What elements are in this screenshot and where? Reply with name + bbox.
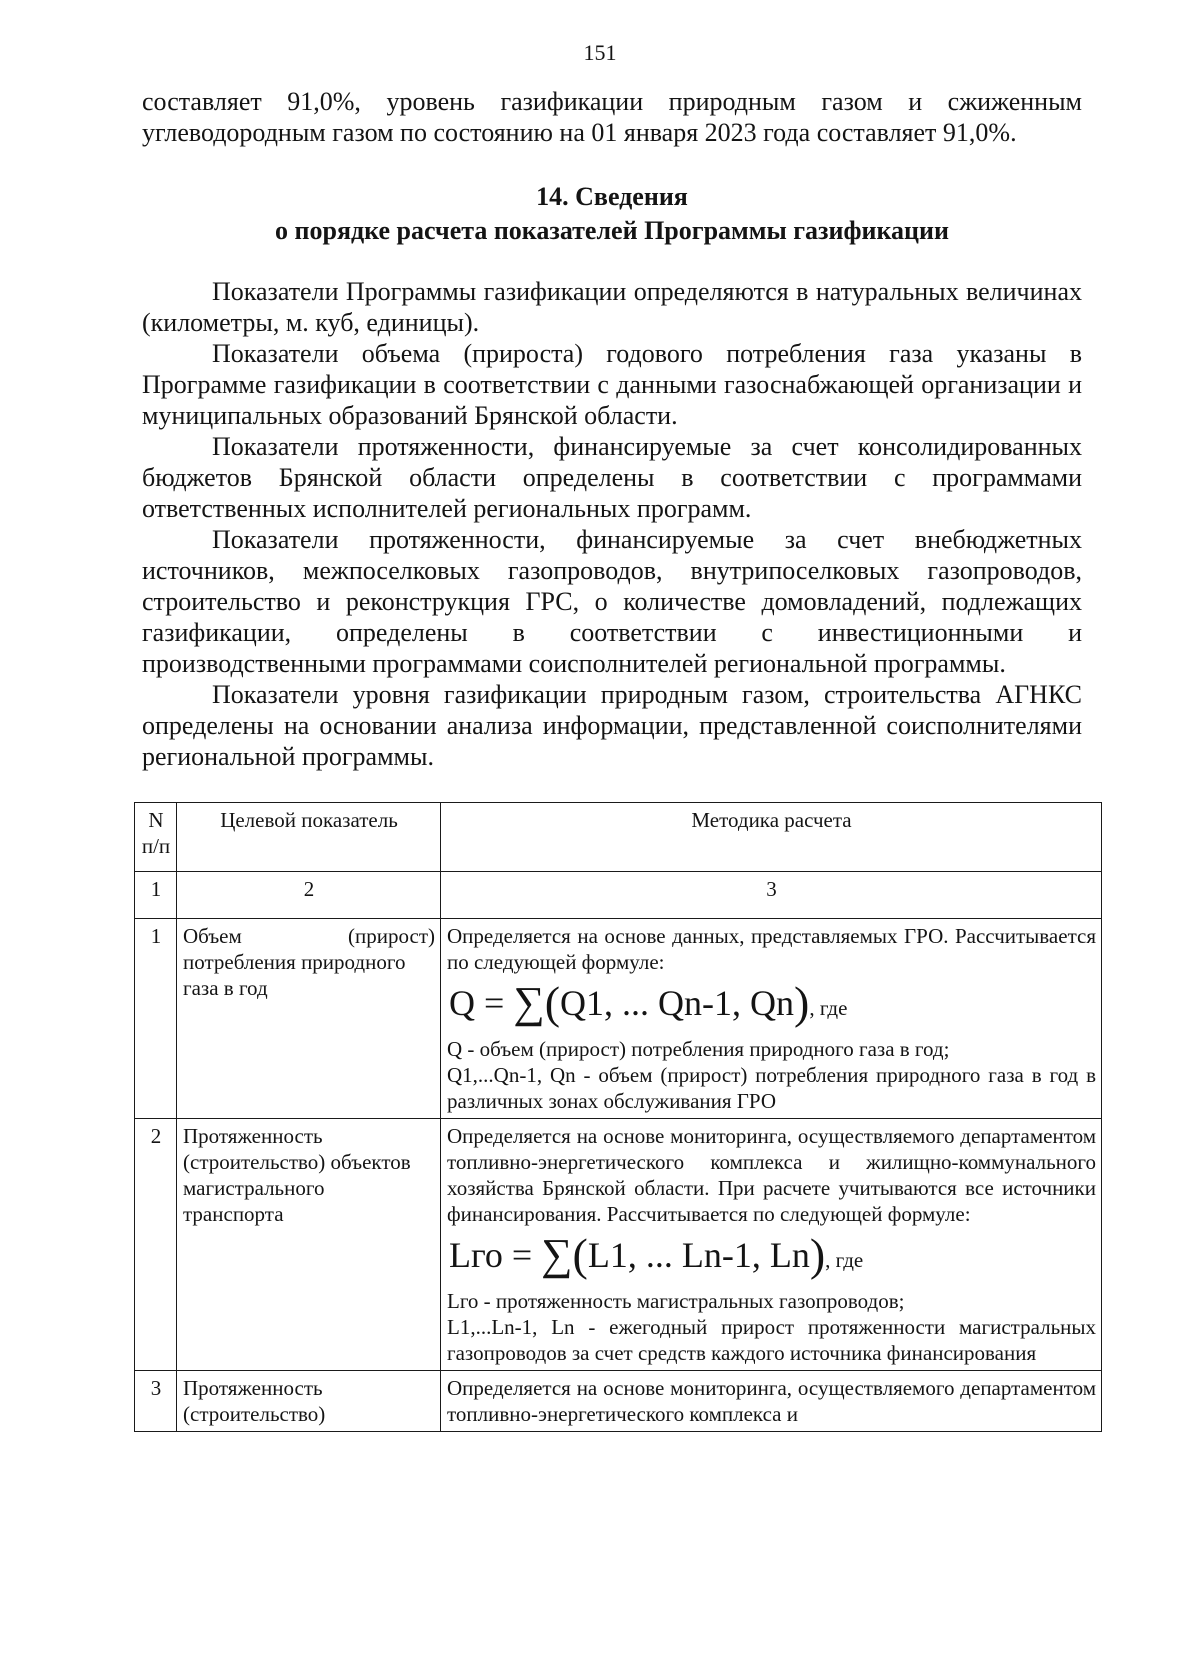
formula-description: Q - объем (прирост) потребления природного газа в год; bbox=[447, 1037, 950, 1061]
method-text: Определяется на основе данных, представляемых ГРО. Рассчитывается по следующей формуле: bbox=[447, 924, 1096, 974]
row-indicator bbox=[177, 919, 441, 1119]
indicator-text: (строительство) bbox=[183, 1402, 326, 1426]
intro-text: составляет 91,0%, уровень газификации природным газом и сжиженным углеводородным газом по состоянию на 01 января 2023 года составляет 91,0%. bbox=[142, 87, 1082, 147]
table-row bbox=[135, 1371, 1102, 1432]
table-header-row bbox=[135, 803, 1102, 872]
column-number: 3 bbox=[441, 872, 1102, 919]
method-text: Определяется на основе мониторинга, осуществляемого департаментом топливно-энергетического комплекса и bbox=[447, 1376, 1096, 1426]
row-number: 1 bbox=[135, 919, 177, 1119]
formula-paren: ( bbox=[544, 977, 561, 1028]
header-method: Методика расчета bbox=[441, 803, 1102, 872]
column-number: 1 bbox=[135, 872, 177, 919]
indicator-text: (строительство) объектов bbox=[183, 1150, 411, 1174]
header-indicator: Целевой показатель bbox=[177, 803, 441, 872]
indicator-lines bbox=[183, 1123, 435, 1227]
indicator-text: Объем bbox=[183, 924, 242, 948]
sum-icon: ∑ bbox=[513, 978, 545, 1027]
formula-paren: ) bbox=[809, 1229, 826, 1280]
formula-description: Q1,...Qn-1, Qn - объем (прирост) потребления природного газа в год в различных зонах обслуживания ГРО bbox=[447, 1063, 1096, 1113]
indicator-text: Протяженность bbox=[183, 1376, 323, 1400]
paragraph: Показатели протяженности, финансируемые за счет внебюджетных источников, межпоселковых газопроводов, внутрипоселковых газопроводов, строительство и реконструкция ГРС, о количестве домовладений, подлежащих газификации, определены в соответствии с инвестиционными и производственными программами соисполнителей региональной программы. bbox=[142, 525, 1082, 678]
table-row bbox=[135, 919, 1102, 1119]
indicator-text: транспорта bbox=[183, 1202, 284, 1226]
column-number: 2 bbox=[177, 872, 441, 919]
formula-description: L1,...Ln-1, Ln - ежегодный прирост протяженности магистральных газопроводов за счет средств каждого источника финансирования bbox=[447, 1315, 1096, 1365]
indicators-table bbox=[134, 802, 1102, 1432]
section-heading bbox=[142, 180, 1082, 248]
indicator-lines bbox=[183, 949, 435, 1001]
indicator-text: Протяженность bbox=[183, 1124, 323, 1148]
row-method bbox=[441, 1371, 1102, 1432]
header-number-line2: п/п bbox=[141, 834, 171, 858]
formula-args: Q1, ... Qn-1, Qn bbox=[560, 983, 794, 1023]
row-number: 2 bbox=[135, 1119, 177, 1371]
formula bbox=[449, 1229, 1096, 1286]
indicator-text: потребления природного bbox=[183, 950, 406, 974]
method-text: Определяется на основе мониторинга, осуществляемого департаментом топливно-энергетического комплекса и жилищно-коммунального хозяйства Брянской области. При расчете учитываются все источники финансирования. Рассчитывается по следующей формуле: bbox=[447, 1124, 1096, 1226]
formula bbox=[449, 977, 1096, 1034]
sum-icon: ∑ bbox=[541, 1230, 573, 1279]
row-indicator bbox=[177, 1371, 441, 1432]
intro-paragraph bbox=[142, 86, 1082, 148]
header-number bbox=[135, 803, 177, 872]
header-number-line1: N bbox=[148, 808, 164, 832]
formula-lhs: Q bbox=[449, 983, 475, 1023]
table-row bbox=[135, 1119, 1102, 1371]
indicator-text: газа в год bbox=[183, 976, 268, 1000]
paragraph: Показатели Программы газификации определяются в натуральных величинах (километры, м. куб, единицы). bbox=[142, 277, 1082, 337]
formula-paren: ( bbox=[572, 1229, 588, 1280]
indicator-text: магистрального bbox=[183, 1176, 325, 1200]
indicator-line bbox=[183, 923, 435, 949]
formula-paren: ) bbox=[794, 977, 810, 1028]
formula-lhs: Lго bbox=[449, 1235, 503, 1275]
paragraph: Показатели протяженности, финансируемые за счет консолидированных бюджетов Брянской области определены в соответствии с программами ответственных исполнителей региональных программ. bbox=[142, 432, 1082, 523]
row-number: 3 bbox=[135, 1371, 177, 1432]
section-number-title: 14. Сведения bbox=[536, 182, 688, 211]
body-paragraphs bbox=[142, 276, 1082, 772]
paragraph: Показатели уровня газификации природным газом, строительства АГНКС определены на основании анализа информации, представленной соисполнителями региональной программы. bbox=[142, 680, 1082, 771]
formula-where: , где bbox=[825, 1248, 864, 1272]
page-number: 151 bbox=[583, 40, 617, 65]
formula-equals: = bbox=[511, 1235, 533, 1275]
indicator-lines bbox=[183, 1375, 435, 1427]
formula-equals: = bbox=[484, 983, 505, 1023]
paragraph: Показатели объема (прироста) годового потребления газа указаны в Программе газификации в соответствии с данными газоснабжающей организации и муниципальных образований Брянской области. bbox=[142, 339, 1082, 430]
section-subtitle: о порядке расчета показателей Программы газификации bbox=[275, 216, 949, 245]
indicator-text: (прирост) bbox=[348, 924, 435, 948]
formula-description: Lго - протяженность магистральных газопроводов; bbox=[447, 1289, 905, 1313]
formula-where: , где bbox=[809, 996, 848, 1020]
row-method bbox=[441, 1119, 1102, 1371]
row-indicator bbox=[177, 1119, 441, 1371]
row-method bbox=[441, 919, 1102, 1119]
formula-args: L1, ... Ln-1, Ln bbox=[587, 1235, 810, 1275]
column-number-row bbox=[135, 872, 1102, 919]
